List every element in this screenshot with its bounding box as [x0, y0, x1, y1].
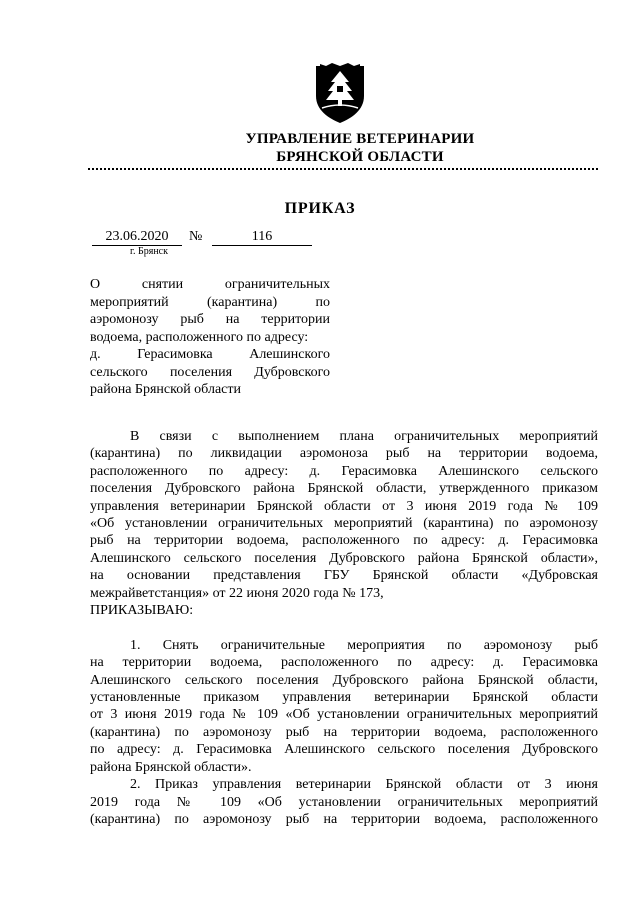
body-line: 1. Снять ограничительные мероприятия по аэромонозу рыб [130, 637, 598, 653]
header-separator [88, 168, 598, 170]
body-line: Алешинского сельского поселения Дубровского района Брянской области, [90, 672, 598, 688]
body-line: В связи с выполнением плана ограничительных мероприятий [130, 429, 598, 444]
subject-line: водоема, расположенного по адресу: [90, 329, 309, 345]
organization-name-line2: БРЯНСКОЙ ОБЛАСТИ [276, 149, 444, 165]
body-line: на территории водоема, расположенного по адресу: д. Герасимовка [90, 655, 598, 671]
body-line: расположенного по адресу: д. Герасимовка Алешинского сельского [90, 463, 598, 479]
subject-line: района Брянской области [90, 382, 241, 397]
body-line: установленные приказом управления ветеринарии Брянской области [90, 690, 598, 706]
body-line: рыб на территории водоема, расположенного по адресу: д. Герасимовка [90, 533, 598, 549]
order-date: 23.06.2020 [92, 229, 182, 246]
subject-line: аэромонозу рыб на территории [90, 312, 330, 327]
body-line: 2. Приказ управления ветеринарии Брянской области от 3 июня [130, 777, 598, 793]
body-line: по адресу: д. Герасимовка Алешинского сельского поселения Дубровского [90, 742, 598, 758]
organization-name-line1: УПРАВЛЕНИЕ ВЕТЕРИНАРИИ [245, 131, 475, 147]
body-line: от 3 июня 2019 года № 109 «Об установлении ограничительных мероприятий [90, 707, 598, 723]
order-item-1 [90, 637, 598, 776]
subject-line: сельского поселения Дубровского [90, 364, 330, 380]
subject-line: О снятии ограничительных [90, 277, 330, 292]
subject-line: д. Герасимовка Алешинского [90, 347, 330, 362]
preamble-paragraph [90, 428, 598, 619]
body-line: на основании представления ГБУ Брянской области «Дубровская [90, 568, 598, 584]
body-line: межрайветстанция» от 22 июня 2020 года № 173, [90, 585, 384, 601]
order-body [90, 428, 598, 828]
order-subject [90, 276, 330, 399]
body-line: (карантина) по аэромонозу рыб на территории водоема, расположенного [90, 724, 598, 740]
number-sign: № [189, 229, 203, 244]
subject-line: мероприятий (карантина) по [90, 294, 330, 310]
body-line: 2019 года № 109 «Об установлении ограничительных мероприятий [90, 794, 598, 810]
orders-keyword: ПРИКАЗЫВАЮ: [90, 603, 194, 619]
order-number: 116 [212, 229, 312, 246]
body-line: управления ветеринарии Брянской области от 3 июня 2019 года № 109 [90, 498, 598, 514]
order-item-2 [90, 776, 598, 828]
body-line: «Об установлении ограничительных мероприятий (карантина) по аэромонозу [90, 516, 598, 532]
body-line: (карантина) по аэромонозу рыб на территории водоема, расположенного [90, 811, 598, 827]
body-line: района Брянской области». [90, 759, 252, 775]
coat-of-arms-icon [314, 62, 366, 124]
body-line: (карантина) по ликвидации аэромоноза рыб на территории водоема, [90, 446, 598, 462]
body-line: Алешинского сельского поселения Дубровского района Брянской области», [90, 550, 598, 566]
body-line: поселения Дубровского района Брянской области, утвержденного приказом [90, 481, 598, 497]
document-title: ПРИКАЗ [284, 200, 356, 217]
issue-city: г. Брянск [130, 246, 168, 257]
